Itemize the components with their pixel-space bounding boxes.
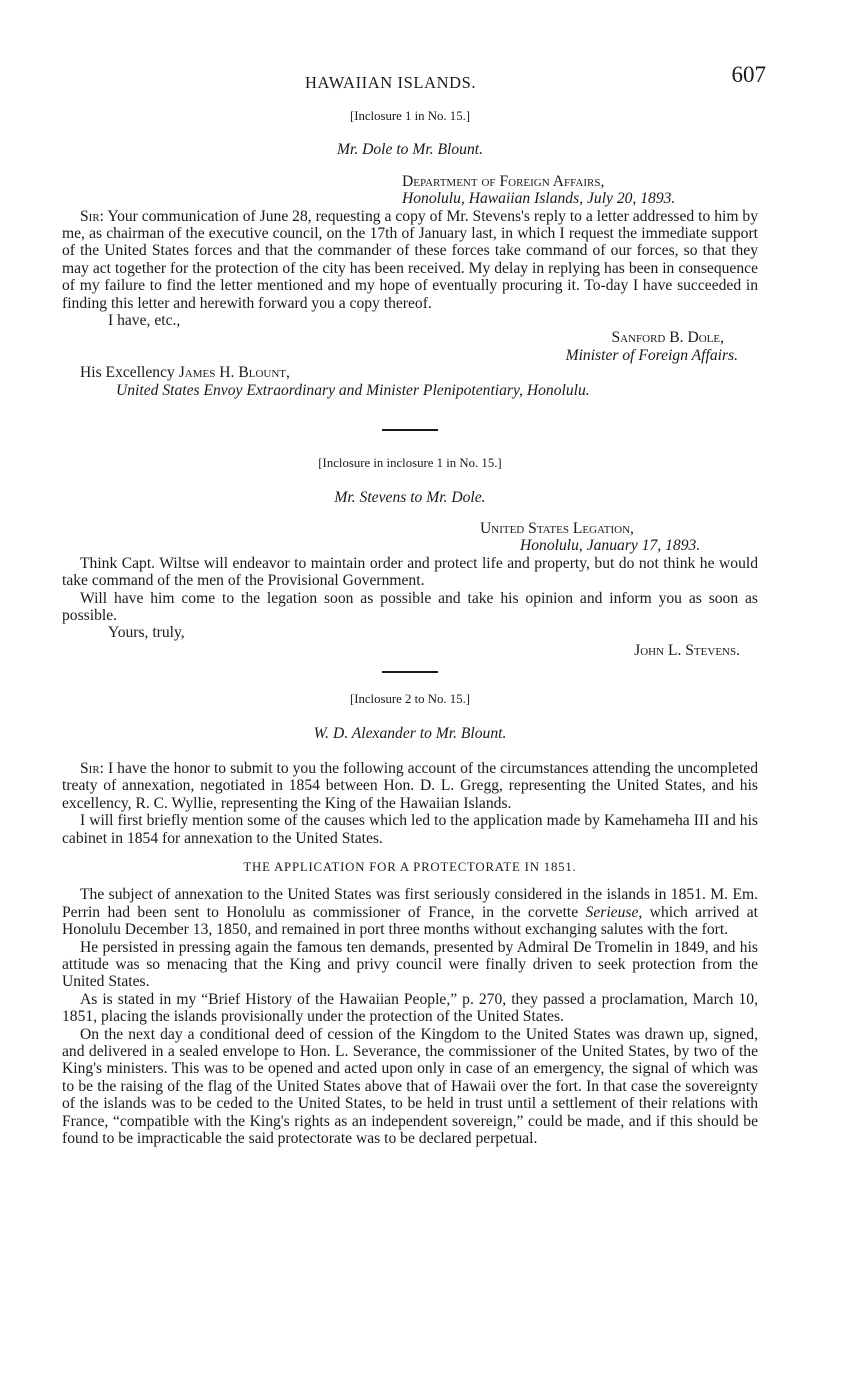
inclosure-in-1-date: Honolulu, January 17, 1893. bbox=[520, 537, 701, 555]
page-header bbox=[62, 62, 766, 94]
inclosure-in-1-para1: Think Capt. Wiltse will endeavor to maintain order and protect life and property, but do not think he would take command of the men of the Provisional Government. bbox=[62, 554, 758, 590]
inclosure-1-text: Your communication of June 28, requesting a copy of Mr. Stevens's reply to a letter addressed to him by me, as chairman of the executive council, on the 17th of January last, in which I request the immediate support of the United States forces and that the commander of these forces take command of our forces, so that they may act together for the protection of the city has been received. My delay in replying has been in consequence of my failure to find the letter mentioned and my hope of eventually procuring it. To-day I have succeeded in finding this letter and herewith forward you a copy thereof. bbox=[62, 207, 758, 312]
page-number: 607 bbox=[731, 62, 766, 87]
inclosure-in-1-para2: Will have him come to the legation soon as possible and take his opinion and inform you as soon as possible. bbox=[62, 589, 758, 624]
inclosure-1-addressee: His Excellency James H. Blount, bbox=[80, 364, 290, 382]
inclosure-1-closing: I have, etc., bbox=[108, 312, 181, 330]
inclosure-2-label: [Inclosure 2 to No. 15.] bbox=[349, 692, 471, 707]
inclosure-2-para4: He persisted in pressing again the famous ten demands, presented by Admiral De Tromelin in 1849, and his attitude was so menacing that the King and privy council were finally driven to seek protection from the United States. bbox=[62, 938, 758, 991]
running-title: HAWAIIAN ISLANDS. bbox=[305, 73, 477, 92]
salutation: Sir: bbox=[80, 759, 105, 777]
document-page bbox=[62, 62, 766, 1148]
inclosure-in-1-closing: Yours, truly, bbox=[108, 624, 185, 642]
inclosure-1-signer: Sanford B. Dole, bbox=[611, 329, 724, 347]
inclosure-2-para5: As is stated in my “Brief History of the Hawaiian People,” p. 270, they passed a proclamation, March 10, 1851, placing the islands provisionally under the protection of the United States. bbox=[62, 990, 758, 1026]
addressee-name: James H. Blount, bbox=[178, 364, 290, 382]
inclosure-2-para3: The subject of annexation to the United States was first seriously considered in the islands in 1851. M. Em. Perrin had been sent to Honolulu as commissioner of France, in the corvette Serieuse, which arrived at Honolulu December 13, 1850, and remained in port three months without exchanging salutes with the fort. bbox=[62, 886, 758, 939]
inclosure-in-1-place: United States Legation, bbox=[480, 519, 634, 537]
inclosure-1-title: Mr. Dole to Mr. Blount. bbox=[337, 141, 483, 159]
inclosure-2-para1: Sir: I have the honor to submit to you the following account of the circumstances attending the uncompleted treaty of annexation, negotiated in 1854 between Hon. D. L. Gregg, representing the United States, and his excellency, R. C. Wyllie, representing the King of the Hawaiian Islands. bbox=[62, 759, 758, 812]
inclosure-in-1-title: Mr. Stevens to Mr. Dole. bbox=[334, 488, 486, 506]
inclosure-2-title: W. D. Alexander to Mr. Blount. bbox=[313, 724, 507, 742]
salutation: Sir: bbox=[80, 207, 105, 225]
inclosure-1-signer-title: Minister of Foreign Affairs. bbox=[565, 346, 738, 364]
inclosure-1-date: Honolulu, Hawaiian Islands, July 20, 1893. bbox=[402, 190, 676, 208]
inclosure-in-1-label: [Inclosure in inclosure 1 in No. 15.] bbox=[318, 456, 502, 471]
section-heading: THE APPLICATION FOR A PROTECTORATE IN 1851. bbox=[243, 860, 577, 874]
inclosure-1-label: [Inclosure 1 in No. 15.] bbox=[349, 109, 471, 123]
inclosure-1-place: Department of Foreign Affairs, bbox=[402, 172, 605, 190]
inclosure-1-body bbox=[62, 208, 758, 312]
inclosure-in-1-signer: John L. Stevens. bbox=[634, 641, 740, 659]
inclosure-2-para2: I will first briefly mention some of the causes which led to the application made by Kamehameha III and his cabinet in 1854 for annexation to the United States. bbox=[62, 812, 758, 847]
inclosure-2-para6: On the next day a conditional deed of cession of the Kingdom to the United States was drawn up, signed, and delivered in a sealed envelope to Hon. L. Severance, the commissioner of the United States, by two of the King's ministers. This was to be opened and acted upon only in case of an emergency, the signal of which was to be the raising of the flag of the United States above that of Hawaii over the fort. In that case the sovereignty of the islands was to be ceded to the United States, to be held in trust until a settlement of their relations with France, “compatible with the King's rights as an independent sovereign,” could be made, and if this should be found to be impracticable the said protectorate was to be declared perpetual. bbox=[62, 1025, 758, 1148]
inclosure-1-addressee-title: United States Envoy Extraordinary and Minister Plenipotentiary, Honolulu. bbox=[116, 381, 590, 399]
ship-name: Serieuse, bbox=[585, 903, 643, 921]
